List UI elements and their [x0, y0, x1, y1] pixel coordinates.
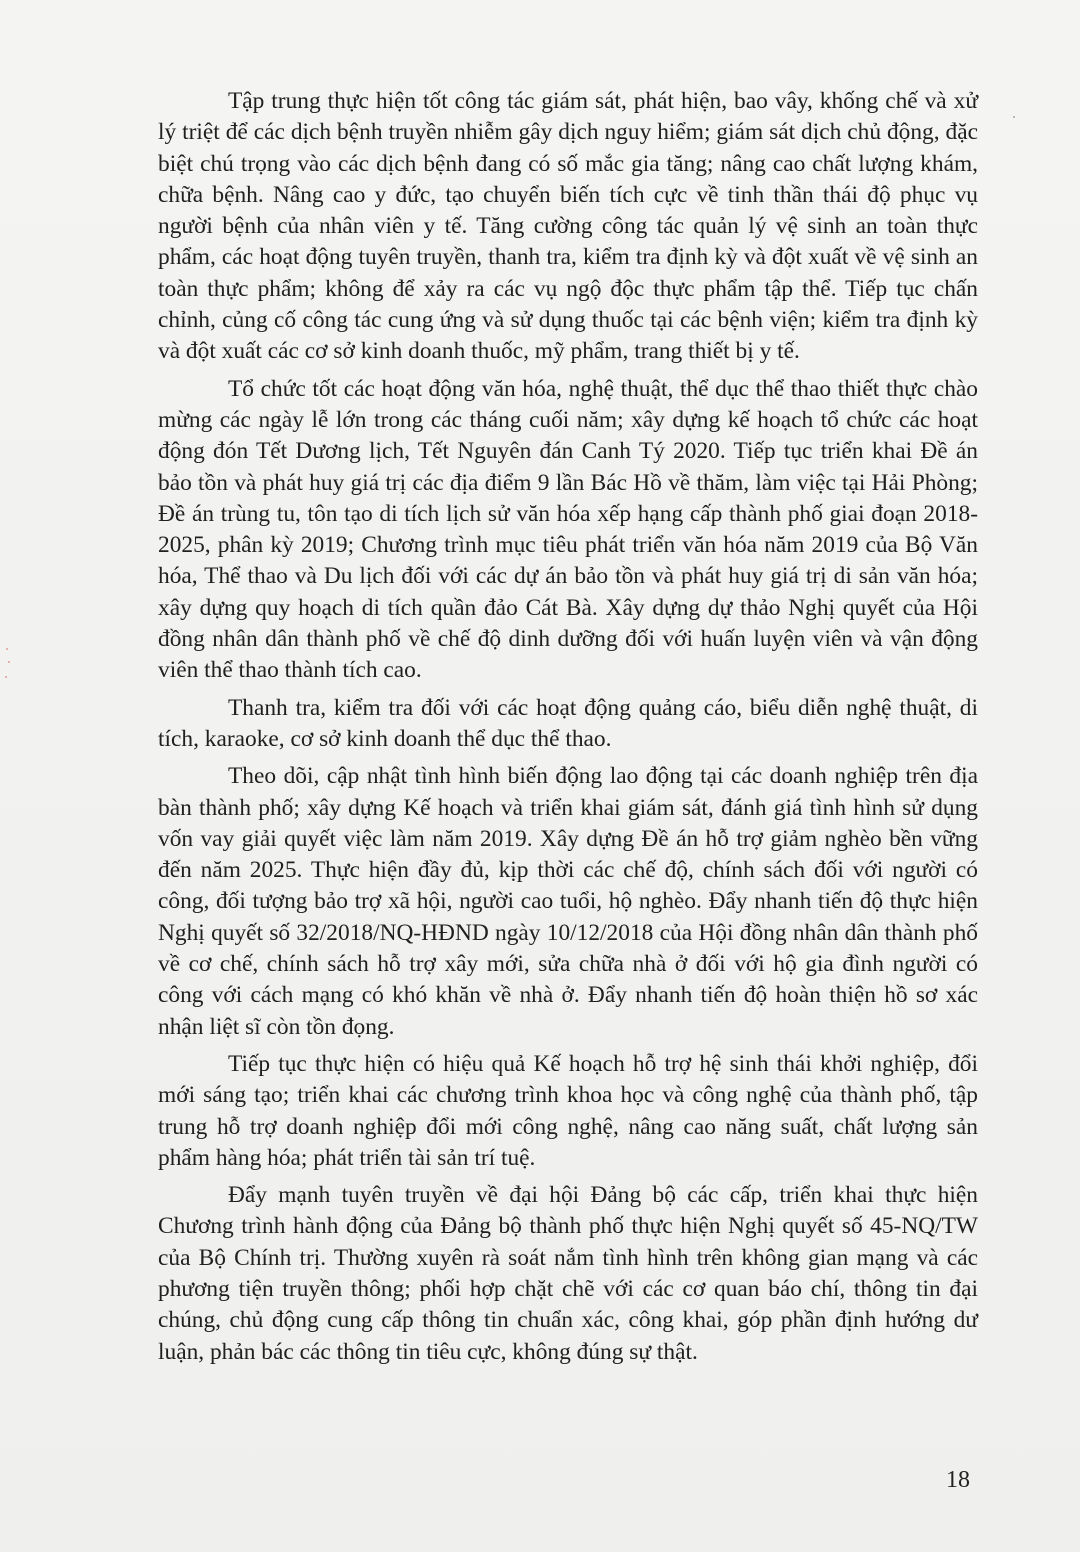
paragraph-propaganda: Đẩy mạnh tuyên truyền về đại hội Đảng bộ các cấp, triển khai thực hiện Chương trình hành động của Đảng bộ thành phố thực hiện Nghị quyết số 45-NQ/TW của Bộ Chính trị. Thường xuyên rà soát nắm tình hình trên không gian mạng và các phương tiện truyền thông; phối hợp chặt chẽ với các cơ quan báo chí, thông tin đại chúng, chủ động cung cấp thông tin chuẩn xác, công khai, góp phần định hướng dư luận, phản bác các thông tin tiêu cực, không đúng sự thật. [158, 1182, 978, 1365]
document-body [158, 86, 978, 1374]
paragraph-health: Tập trung thực hiện tốt công tác giám sát, phát hiện, bao vây, khống chế và xử lý triệt để các dịch bệnh truyền nhiễm gây dịch nguy hiểm; giám sát dịch chủ động, đặc biệt chú trọng vào các dịch bệnh đang có số mắc gia tăng; nâng cao chất lượng khám, chữa bệnh. Nâng cao y đức, tạo chuyển biến tích cực về tinh thần thái độ phục vụ người bệnh của nhân viên y tế. Tăng cường công tác quản lý vệ sinh an toàn thực phẩm, các hoạt động tuyên truyền, thanh tra, kiểm tra định kỳ và đột xuất về vệ sinh an toàn thực phẩm; không để xảy ra các vụ ngộ độc thực phẩm tập thể. Tiếp tục chấn chỉnh, củng cố công tác cung ứng và sử dụng thuốc tại các bệnh viện; kiểm tra định kỳ và đột xuất các cơ sở kinh doanh thuốc, mỹ phẩm, trang thiết bị y tế. [158, 88, 978, 365]
scan-speck [8, 661, 10, 663]
scan-speck [5, 676, 7, 678]
scan-speck [6, 648, 8, 650]
paragraph-labor: Theo dõi, cập nhật tình hình biến động lao động tại các doanh nghiệp trên địa bàn thành phố; xây dựng Kế hoạch và triển khai giám sát, đánh giá tình hình sử dụng vốn vay giải quyết việc làm năm 2019. Xây dựng Đề án hỗ trợ giảm nghèo bền vững đến năm 2025. Thực hiện đầy đủ, kịp thời các chế độ, chính sách đối với người có công, đối tượng bảo trợ xã hội, người cao tuổi, hộ nghèo. Đẩy nhanh tiến độ thực hiện Nghị quyết số 32/2018/NQ-HĐND ngày 10/12/2018 của Hội đồng nhân dân thành phố về cơ chế, chính sách hỗ trợ xây mới, sửa chữa nhà ở đối với hộ gia đình người có công với cách mạng có khó khăn về nhà ở. Đẩy nhanh tiến độ hoàn thiện hồ sơ xác nhận liệt sĩ còn tồn đọng. [158, 763, 978, 1040]
paragraph-culture: Tổ chức tốt các hoạt động văn hóa, nghệ thuật, thể dục thể thao thiết thực chào mừng các ngày lễ lớn trong các tháng cuối năm; xây dựng kế hoạch tổ chức các hoạt động đón Tết Dương lịch, Tết Nguyên đán Canh Tý 2020. Tiếp tục triển khai Đề án bảo tồn và phát huy giá trị các địa điểm 9 lần Bác Hồ về thăm, làm việc tại Hải Phòng; Đề án trùng tu, tôn tạo di tích lịch sử văn hóa xếp hạng cấp thành phố giai đoạn 2018-2025, phân kỳ 2019; Chương trình mục tiêu phát triển văn hóa năm 2019 của Bộ Văn hóa, Thể thao và Du lịch đối với các dự án bảo tồn và phát huy giá trị di sản văn hóa; xây dựng quy hoạch di tích quần đảo Cát Bà. Xây dựng dự thảo Nghị quyết của Hội đồng nhân dân thành phố về chế độ dinh dưỡng đối với huấn luyện viên và vận động viên thể thao thành tích cao. [158, 375, 978, 684]
page-number: 18 [946, 1467, 970, 1493]
paragraph-inspection: Thanh tra, kiểm tra đối với các hoạt động quảng cáo, biểu diễn nghệ thuật, di tích, karaoke, cơ sở kinh doanh thể dục thể thao. [158, 694, 978, 752]
paragraph-science: Tiếp tục thực hiện có hiệu quả Kế hoạch hỗ trợ hệ sinh thái khởi nghiệp, đổi mới sáng tạo; triển khai các chương trình khoa học và công nghệ của thành phố, tập trung hỗ trợ doanh nghiệp đổi mới công nghệ, nâng cao năng suất, chất lượng sản phẩm hàng hóa; phát triển tài sản trí tuệ. [158, 1050, 978, 1171]
scan-speck [1013, 116, 1015, 118]
